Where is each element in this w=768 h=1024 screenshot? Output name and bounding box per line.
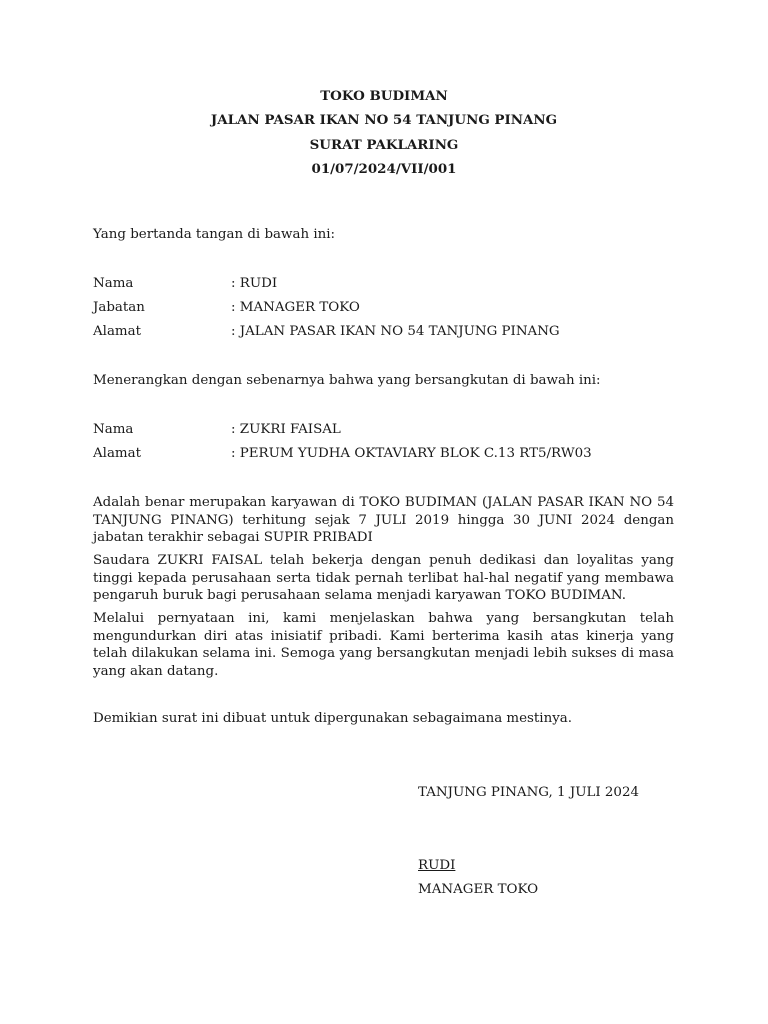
signature-place-date: TANJUNG PINANG, 1 JULI 2024 [418,785,639,800]
signer-position-label: Jabatan [93,300,145,315]
signer-address-value: : JALAN PASAR IKAN NO 54 TANJUNG PINANG [231,324,560,339]
signature-position: MANAGER TOKO [418,882,539,897]
signature-name: RUDI [418,858,456,873]
signer-name-value: : RUDI [231,276,278,291]
letter-title: SURAT PAKLARING [309,137,459,153]
signer-address-label: Alamat [93,324,141,339]
closing-text: Demikian surat ini dibuat untuk dipergunakan sebagaimana mestinya. [93,711,573,726]
employee-address-label: Alamat [93,446,141,461]
employee-name-label: Nama [93,422,134,437]
signer-position-value: : MANAGER TOKO [231,300,360,315]
paragraph-employment: Adalah benar merupakan karyawan di TOKO BUDIMAN (JALAN PASAR IKAN NO 54 TANJUNG PINANG) terhitung sejak 7 JULI 2019 hingga 30 JUNI 2024 dengan jabatan terakhir sebagai SUPIR PRIBADI [93,495,674,545]
intro-text: Yang bertanda tangan di bawah ini: [93,227,336,242]
employee-name-value: : ZUKRI FAISAL [231,422,341,437]
company-name: TOKO BUDIMAN [320,88,448,104]
company-address: JALAN PASAR IKAN NO 54 TANJUNG PINANG [210,112,558,128]
employee-address-value: : PERUM YUDHA OKTAVIARY BLOK C.13 RT5/RW03 [231,446,592,461]
paragraph-resignation: Melalui pernyataan ini, kami menjelaskan bahwa yang bersangkutan telah mengundurkan diri atas inisiatif pribadi. Kami berterima kasih atas kinerja yang telah dilakukan selama ini. Semoga yang bersangkutan menjadi lebih sukses di masa yang akan datang. [93,611,674,679]
statement-text: Menerangkan dengan sebenarnya bahwa yang bersangkutan di bawah ini: [93,373,601,388]
paragraph-dedication: Saudara ZUKRI FAISAL telah bekerja dengan penuh dedikasi dan loyalitas yang tinggi kepada perusahaan serta tidak pernah terlibat hal-hal negatif yang membawa pengaruh buruk bagi perusahaan selama menjadi karyawan TOKO BUDIMAN. [93,553,674,603]
letter-number: 01/07/2024/VII/001 [311,161,457,177]
signer-name-label: Nama [93,276,134,291]
